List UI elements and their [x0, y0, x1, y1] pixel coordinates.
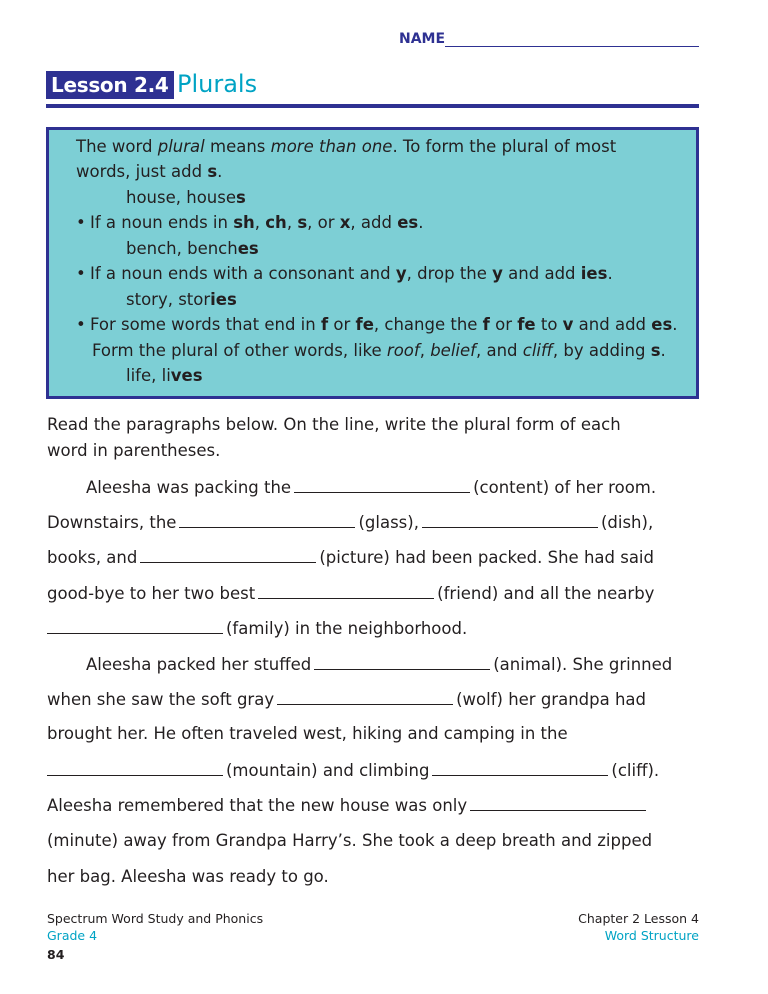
rule-text: s [650, 341, 661, 360]
answer-blank-family[interactable] [47, 617, 223, 634]
rule-text: , [286, 213, 298, 232]
rule-text: fe [517, 315, 536, 334]
rule-text: , or [307, 213, 340, 232]
example-house [126, 187, 246, 209]
plural-rules-box [46, 127, 699, 399]
bullet-icon: • [76, 315, 86, 334]
name-write-line[interactable] [445, 46, 699, 47]
rule-text: fe [355, 315, 374, 334]
passage-line [86, 653, 672, 676]
rule-text: and add [502, 264, 581, 283]
passage-text: (cliff). [611, 761, 660, 780]
example-story [126, 289, 237, 311]
footer-section: Word Structure [604, 928, 699, 943]
rule-text: to [535, 315, 563, 334]
rule-text: ch [265, 213, 287, 232]
example-life [126, 365, 203, 387]
rule-intro-line [76, 136, 616, 158]
rule-text: es [237, 239, 259, 258]
rule-text: ves [170, 366, 203, 385]
passage-line [47, 794, 649, 817]
rule-text: s [207, 162, 218, 181]
passage-text: (wolf) her grandpa had [456, 690, 647, 709]
passage-line [47, 617, 467, 640]
rule-text: , drop the [406, 264, 493, 283]
rule-text: , [254, 213, 266, 232]
instructions-line-2: word in parentheses. [47, 441, 221, 460]
rule-text: If a noun ends with a consonant and [90, 264, 396, 283]
rule-text: belief [430, 341, 476, 360]
passage-text: when she saw the soft gray [47, 690, 275, 709]
passage-line: her bag. Aleesha was ready to go. [47, 867, 329, 886]
rule-text: . To form the plural of most [392, 137, 617, 156]
rule-text: . [672, 315, 678, 334]
passage-text: Aleesha remembered that the new house was only [47, 796, 468, 815]
rule-text: . [660, 341, 666, 360]
passage-line [47, 688, 646, 711]
answer-blank-glass[interactable] [179, 511, 355, 528]
rule-text: more than one [270, 137, 393, 156]
passage-text: (friend) and all the nearby [437, 584, 655, 603]
answer-blank-mountain[interactable] [47, 759, 223, 776]
rule-text: es [651, 315, 673, 334]
page-number: 84 [47, 947, 65, 962]
passage-line [47, 582, 654, 605]
rule-ies [76, 263, 613, 285]
rule-text: , and [475, 341, 523, 360]
footer-chapter: Chapter 2 Lesson 4 [578, 911, 699, 926]
rule-text: For some words that end in [90, 315, 321, 334]
rule-text: . [217, 162, 223, 181]
rule-text: ies [210, 290, 237, 309]
answer-blank-cliff[interactable] [432, 759, 608, 776]
name-label: NAME [399, 31, 446, 47]
passage-text: (animal). She grinned [493, 655, 673, 674]
rule-es [76, 212, 423, 234]
rule-text: words, just add [76, 162, 208, 181]
passage-text: (family) in the neighborhood. [226, 619, 468, 638]
passage-line [86, 476, 656, 499]
rule-text: s [236, 188, 246, 207]
rule-ves-line-2 [92, 340, 666, 362]
rule-text: roof [386, 341, 420, 360]
rule-text: es [397, 213, 419, 232]
rule-text: The word [76, 137, 158, 156]
rule-text: story, stor [126, 290, 211, 309]
rule-ves [76, 314, 678, 336]
passage-line [47, 511, 653, 534]
answer-blank-content[interactable] [294, 476, 470, 493]
rule-text: f [320, 315, 329, 334]
passage-text: (glass), [358, 513, 419, 532]
rule-text: x [339, 213, 351, 232]
passage-line: (minute) away from Grandpa Harry’s. She took a deep breath and zipped [47, 831, 653, 850]
footer-book-title: Spectrum Word Study and Phonics [47, 911, 264, 926]
passage-text: Aleesha packed her stuffed [86, 655, 312, 674]
answer-blank-animal[interactable] [314, 653, 490, 670]
rule-text: sh [233, 213, 255, 232]
rule-text: or [489, 315, 518, 334]
header-divider [46, 104, 699, 108]
rule-text: y [395, 264, 407, 283]
rule-text: . [607, 264, 613, 283]
rule-text: , add [350, 213, 398, 232]
rule-text: plural [157, 137, 205, 156]
name-field[interactable] [399, 31, 699, 51]
rule-text: ies [580, 264, 608, 283]
rule-text: house, house [126, 188, 237, 207]
rule-intro-line-2 [76, 161, 222, 183]
bullet-icon: • [76, 213, 86, 232]
answer-blank-picture[interactable] [140, 546, 316, 563]
answer-blank-wolf[interactable] [277, 688, 453, 705]
passage-line [47, 546, 654, 569]
rule-text: or [328, 315, 356, 334]
instructions-line-1: Read the paragraphs below. On the line, write the plural form of each [47, 415, 621, 434]
rule-text: cliff [522, 341, 553, 360]
rule-text: and add [573, 315, 652, 334]
passage-text: (mountain) and climbing [226, 761, 430, 780]
rule-text: life, li [126, 366, 171, 385]
rule-text: means [204, 137, 271, 156]
rule-text: s [297, 213, 308, 232]
passage-text: Aleesha was packing the [86, 478, 292, 497]
passage-text: (picture) had been packed. She had said [319, 548, 654, 567]
lesson-badge: Lesson 2.4 [46, 71, 174, 99]
rule-text: , [419, 341, 431, 360]
passage-text: books, and [47, 548, 138, 567]
rule-text: f [482, 315, 490, 334]
rule-text: Form the plural of other words, like [92, 341, 387, 360]
rule-text: v [562, 315, 574, 334]
passage-line [47, 759, 659, 782]
example-bench [126, 238, 259, 260]
answer-blank-minute[interactable] [470, 794, 646, 811]
passage-text: (content) of her room. [473, 478, 657, 497]
passage-text: (dish), [600, 513, 654, 532]
rule-text: y [492, 264, 503, 283]
bullet-icon: • [76, 264, 86, 283]
answer-blank-dish[interactable] [422, 511, 598, 528]
lesson-title: Plurals [177, 70, 258, 98]
footer-grade: Grade 4 [47, 928, 98, 943]
rule-text: If a noun ends in [90, 213, 234, 232]
passage-text: Downstairs, the [47, 513, 177, 532]
passage-text: good-bye to her two best [47, 584, 256, 603]
rule-text: , by adding [552, 341, 651, 360]
rule-text: bench, bench [126, 239, 238, 258]
rule-text: , change the [373, 315, 483, 334]
rule-text: . [418, 213, 424, 232]
passage-line: brought her. He often traveled west, hiking and camping in the [47, 724, 568, 743]
answer-blank-friend[interactable] [258, 582, 434, 599]
